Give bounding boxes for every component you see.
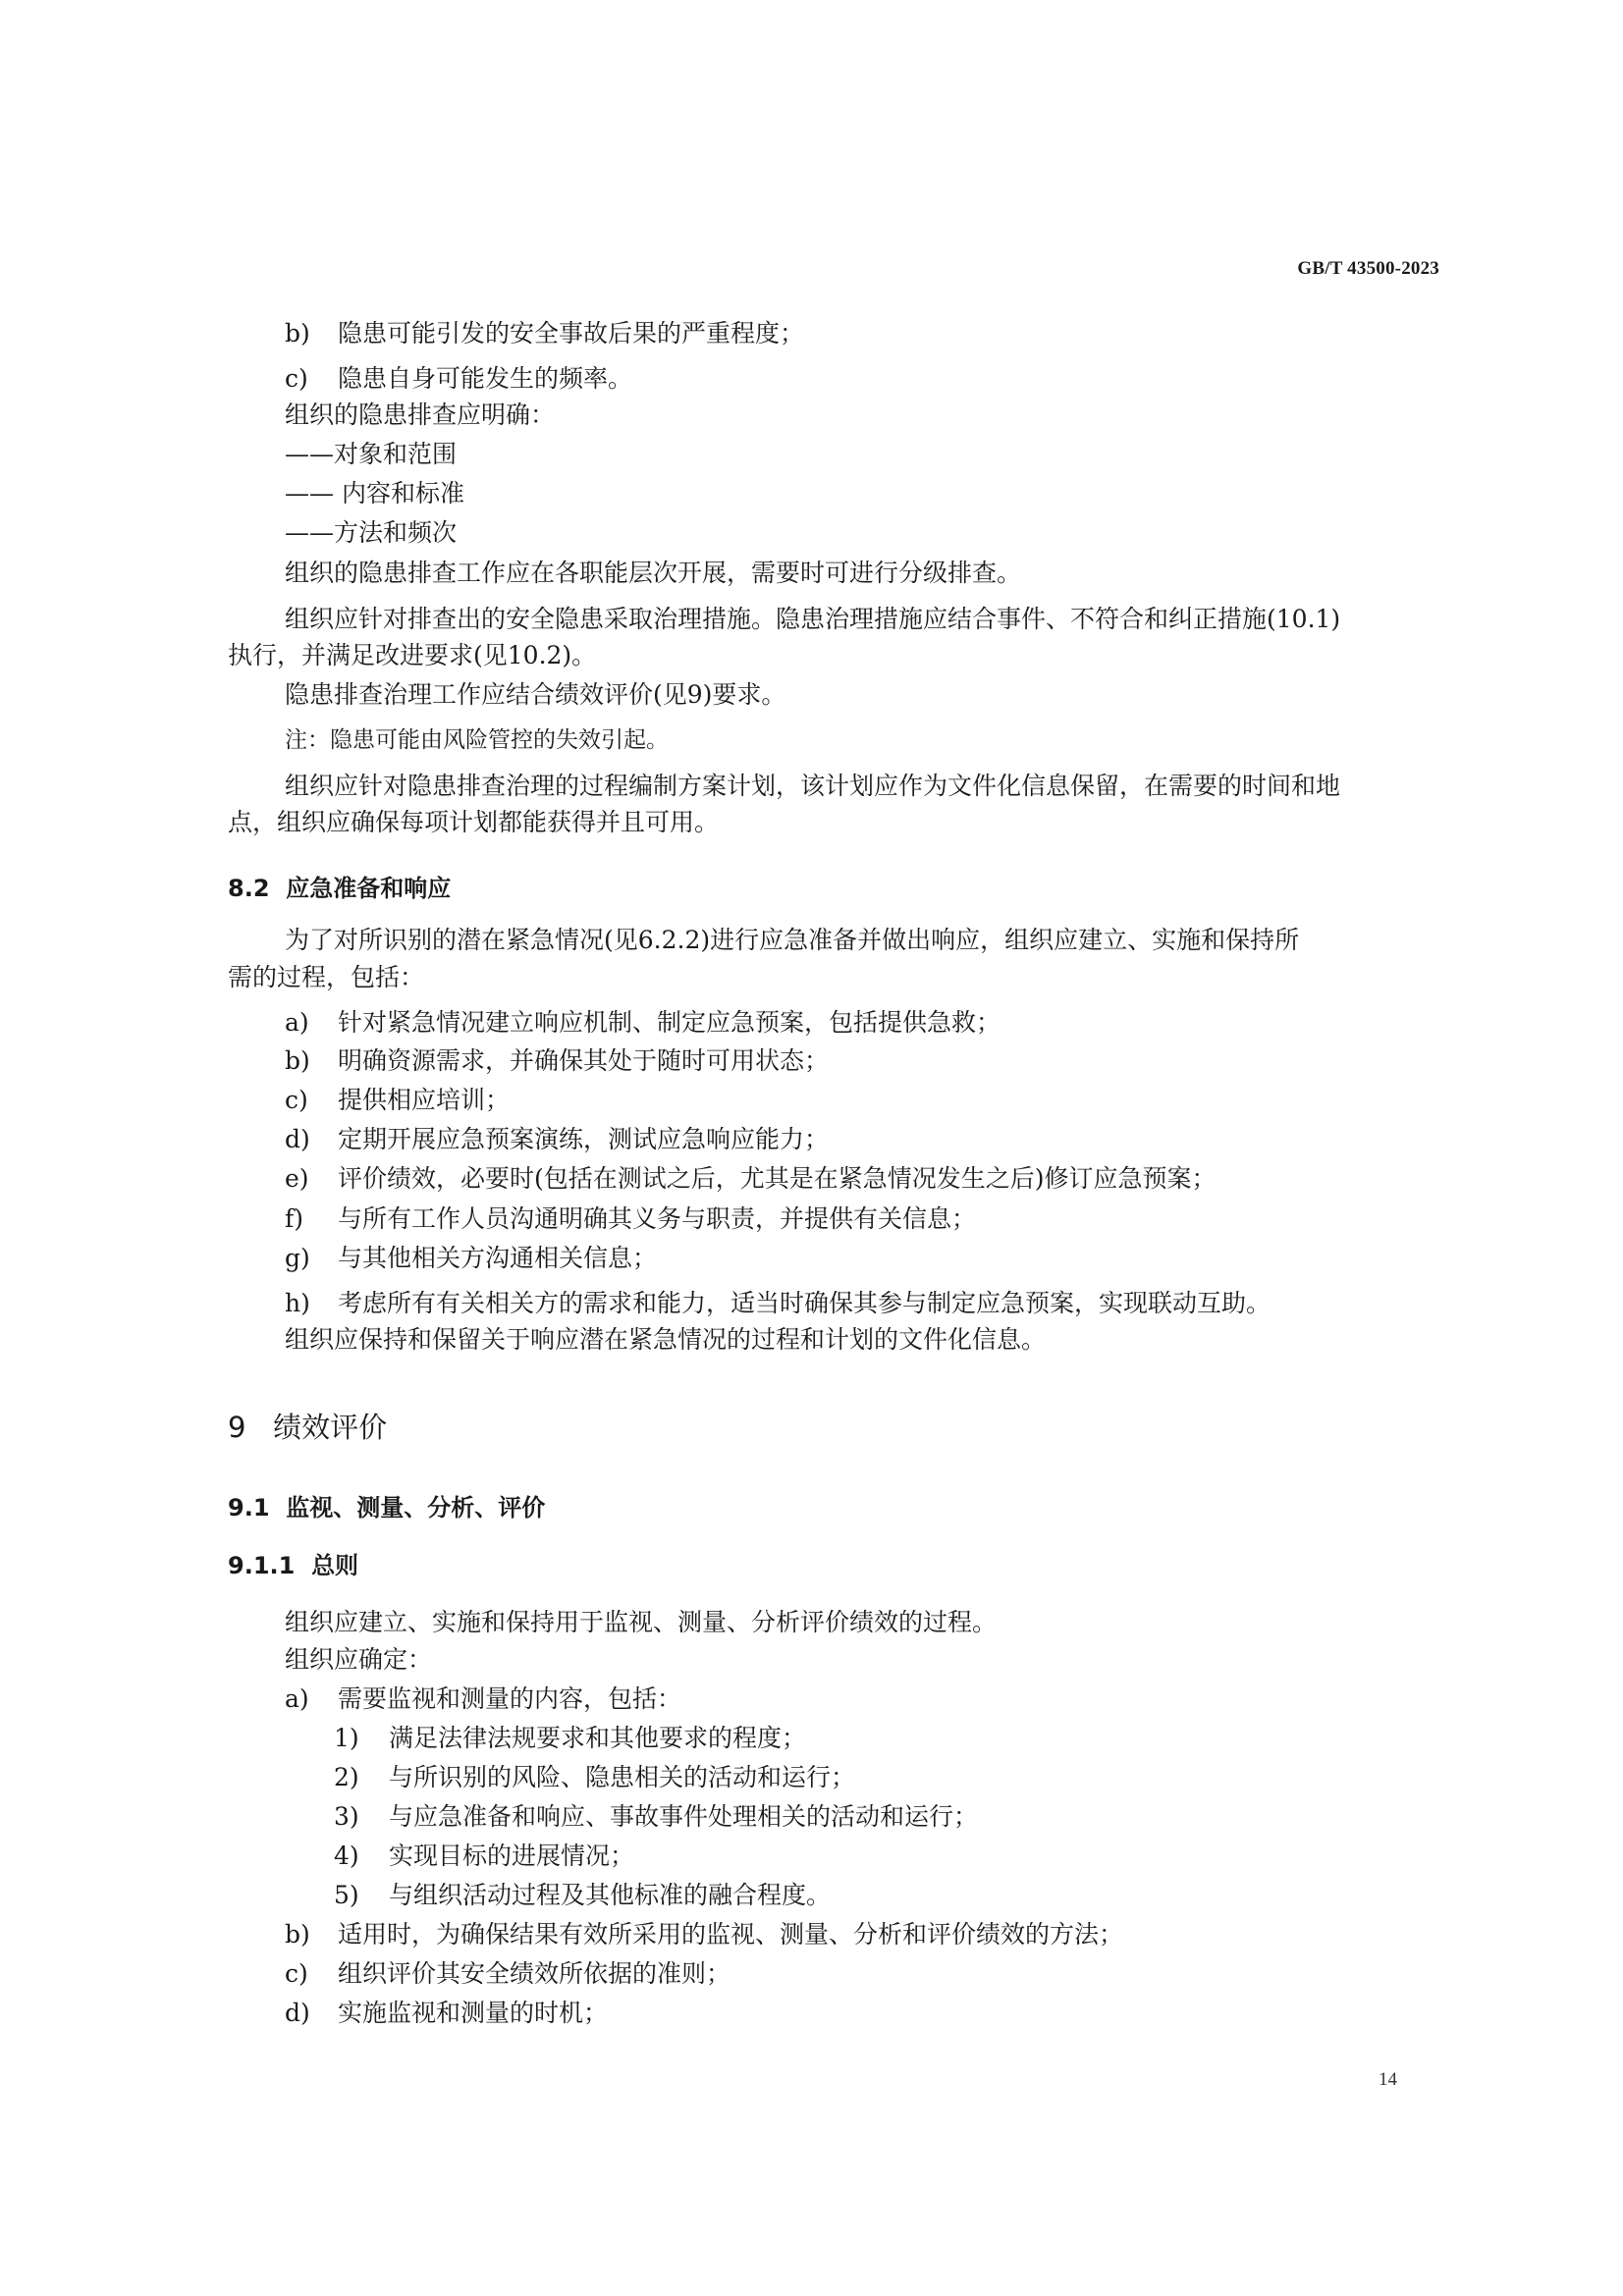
paragraph: 组织的隐患排查工作应在各职能层次开展，需要时可进行分级排查。 (285, 559, 1022, 587)
list-text: 与其他相关方沟通相关信息； (338, 1244, 658, 1272)
section-number: 8.2 (228, 875, 270, 902)
sub-list-item (334, 1799, 978, 1835)
paragraph: 组织应保持和保留关于响应潜在紧急情况的过程和计划的文件化信息。 (285, 1325, 1047, 1354)
sub-list-item (334, 1878, 831, 1913)
list-item (285, 1005, 1001, 1041)
sub-list-label: 5) (334, 1881, 359, 1909)
list-label: g) (285, 1244, 310, 1272)
section-heading-9-1 (228, 1488, 545, 1522)
dash-item: ——对象和范围 (285, 440, 458, 468)
sub-list-text: 与所识别的风险、隐患相关的活动和运行； (389, 1763, 856, 1791)
section-number: 9 (228, 1411, 246, 1444)
list-text: 定期开展应急预案演练，测试应急响应能力； (338, 1125, 830, 1153)
dash-item: ——方法和频次 (285, 518, 458, 547)
list-label: a) (285, 1684, 309, 1713)
section-title: 应急准备和响应 (286, 875, 452, 902)
section-title: 总则 (311, 1552, 359, 1579)
list-text: 实施监视和测量的时机； (338, 1999, 609, 2027)
list-label: d) (285, 1125, 310, 1153)
list-label: a) (285, 1008, 309, 1037)
chapter-heading-9 (228, 1406, 387, 1446)
list-text: 评价绩效，必要时(包括在测试之后，尤其是在紧急情况发生之后)修订应急预案； (338, 1164, 1217, 1193)
paragraph-continuation: 执行，并满足改进要求(见10.2)。 (228, 641, 597, 669)
sub-list-text: 实现目标的进展情况； (389, 1842, 635, 1870)
list-text: 隐患可能引发的安全事故后果的严重程度； (338, 319, 805, 347)
list-label: b) (285, 1046, 310, 1075)
sub-list-item (334, 1760, 855, 1795)
list-item (285, 1201, 976, 1237)
section-number: 9.1 (228, 1494, 270, 1522)
list-label: c) (285, 1959, 308, 1988)
section-number: 9.1.1 (228, 1552, 296, 1579)
list-text: 适用时，为确保结果有效所采用的监视、测量、分析和评价绩效的方法； (338, 1920, 1124, 1949)
paragraph-continuation: 点，组织应确保每项计划都能获得并且可用。 (228, 808, 720, 836)
list-item (285, 1241, 657, 1276)
list-label: b) (285, 319, 310, 347)
dash-item: —— 内容和标准 (285, 479, 464, 507)
list-item-a (285, 1682, 681, 1717)
list-label: d) (285, 1999, 310, 2027)
section-heading-9-1-1 (228, 1546, 358, 1580)
paragraph: 组织应确定： (285, 1645, 433, 1674)
list-item (285, 1161, 1217, 1197)
paragraph-continuation: 需的过程，包括： (228, 963, 425, 991)
list-label: b) (285, 1920, 310, 1949)
list-item (285, 1122, 829, 1157)
list-item (285, 1083, 510, 1118)
list-item-d (285, 1996, 608, 2031)
sub-list-label: 4) (334, 1842, 359, 1870)
section-heading-8-2 (228, 869, 451, 903)
list-label: f) (285, 1204, 304, 1233)
list-item (285, 1286, 1271, 1321)
sub-list-text: 满足法律法规要求和其他要求的程度； (389, 1724, 807, 1752)
sub-list-item (334, 1721, 806, 1756)
list-label: h) (285, 1289, 310, 1317)
paragraph: 隐患排查治理工作应结合绩效评价(见9)要求。 (285, 680, 786, 709)
list-text: 明确资源需求，并确保其处于随时可用状态； (338, 1046, 830, 1075)
paragraph: 为了对所识别的潜在紧急情况(见6.2.2)进行应急准备并做出响应，组织应建立、实施和保持所 (285, 926, 1300, 954)
paragraph: 组织应针对排查出的安全隐患采取治理措施。隐患治理措施应结合事件、不符合和纠正措施(10.1) (285, 605, 1341, 633)
list-item-c (285, 1956, 730, 1992)
list-text: 组织评价其安全绩效所依据的准则； (338, 1959, 731, 1988)
list-label: e) (285, 1164, 309, 1193)
list-text: 提供相应培训； (338, 1086, 511, 1114)
sub-list-text: 与组织活动过程及其他标准的融合程度。 (389, 1881, 832, 1909)
paragraph: 组织的隐患排查应明确： (285, 400, 556, 429)
list-item-b (285, 316, 804, 351)
list-text: 针对紧急情况建立响应机制、制定应急预案，包括提供急救； (338, 1008, 1001, 1037)
sub-list-label: 1) (334, 1724, 359, 1752)
sub-list-text: 与应急准备和响应、事故事件处理相关的活动和运行； (389, 1802, 979, 1831)
list-item-b (285, 1917, 1123, 1952)
section-title: 绩效评价 (273, 1411, 388, 1444)
list-label: c) (285, 364, 308, 393)
paragraph: 组织应建立、实施和保持用于监视、测量、分析评价绩效的过程。 (285, 1608, 998, 1636)
section-title: 监视、测量、分析、评价 (286, 1494, 546, 1522)
note: 注：隐患可能由风险管控的失效引起。 (285, 727, 669, 753)
list-text: 隐患自身可能发生的频率。 (338, 364, 633, 393)
list-item (285, 1043, 829, 1079)
sub-list-label: 3) (334, 1802, 359, 1831)
list-text: 需要监视和测量的内容，包括： (338, 1684, 682, 1713)
sub-list-label: 2) (334, 1763, 359, 1791)
list-text: 考虑所有有关相关方的需求和能力，适当时确保其参与制定应急预案，实现联动互助。 (338, 1289, 1271, 1317)
standard-code: GB/T 43500-2023 (1297, 258, 1439, 279)
paragraph: 组织应针对隐患排查治理的过程编制方案计划，该计划应作为文件化信息保留，在需要的时间和地 (285, 772, 1341, 800)
list-label: c) (285, 1086, 308, 1114)
list-text: 与所有工作人员沟通明确其义务与职责，并提供有关信息； (338, 1204, 977, 1233)
page-number: 14 (1379, 2069, 1397, 2090)
sub-list-item (334, 1839, 634, 1874)
list-item-c (285, 361, 632, 397)
